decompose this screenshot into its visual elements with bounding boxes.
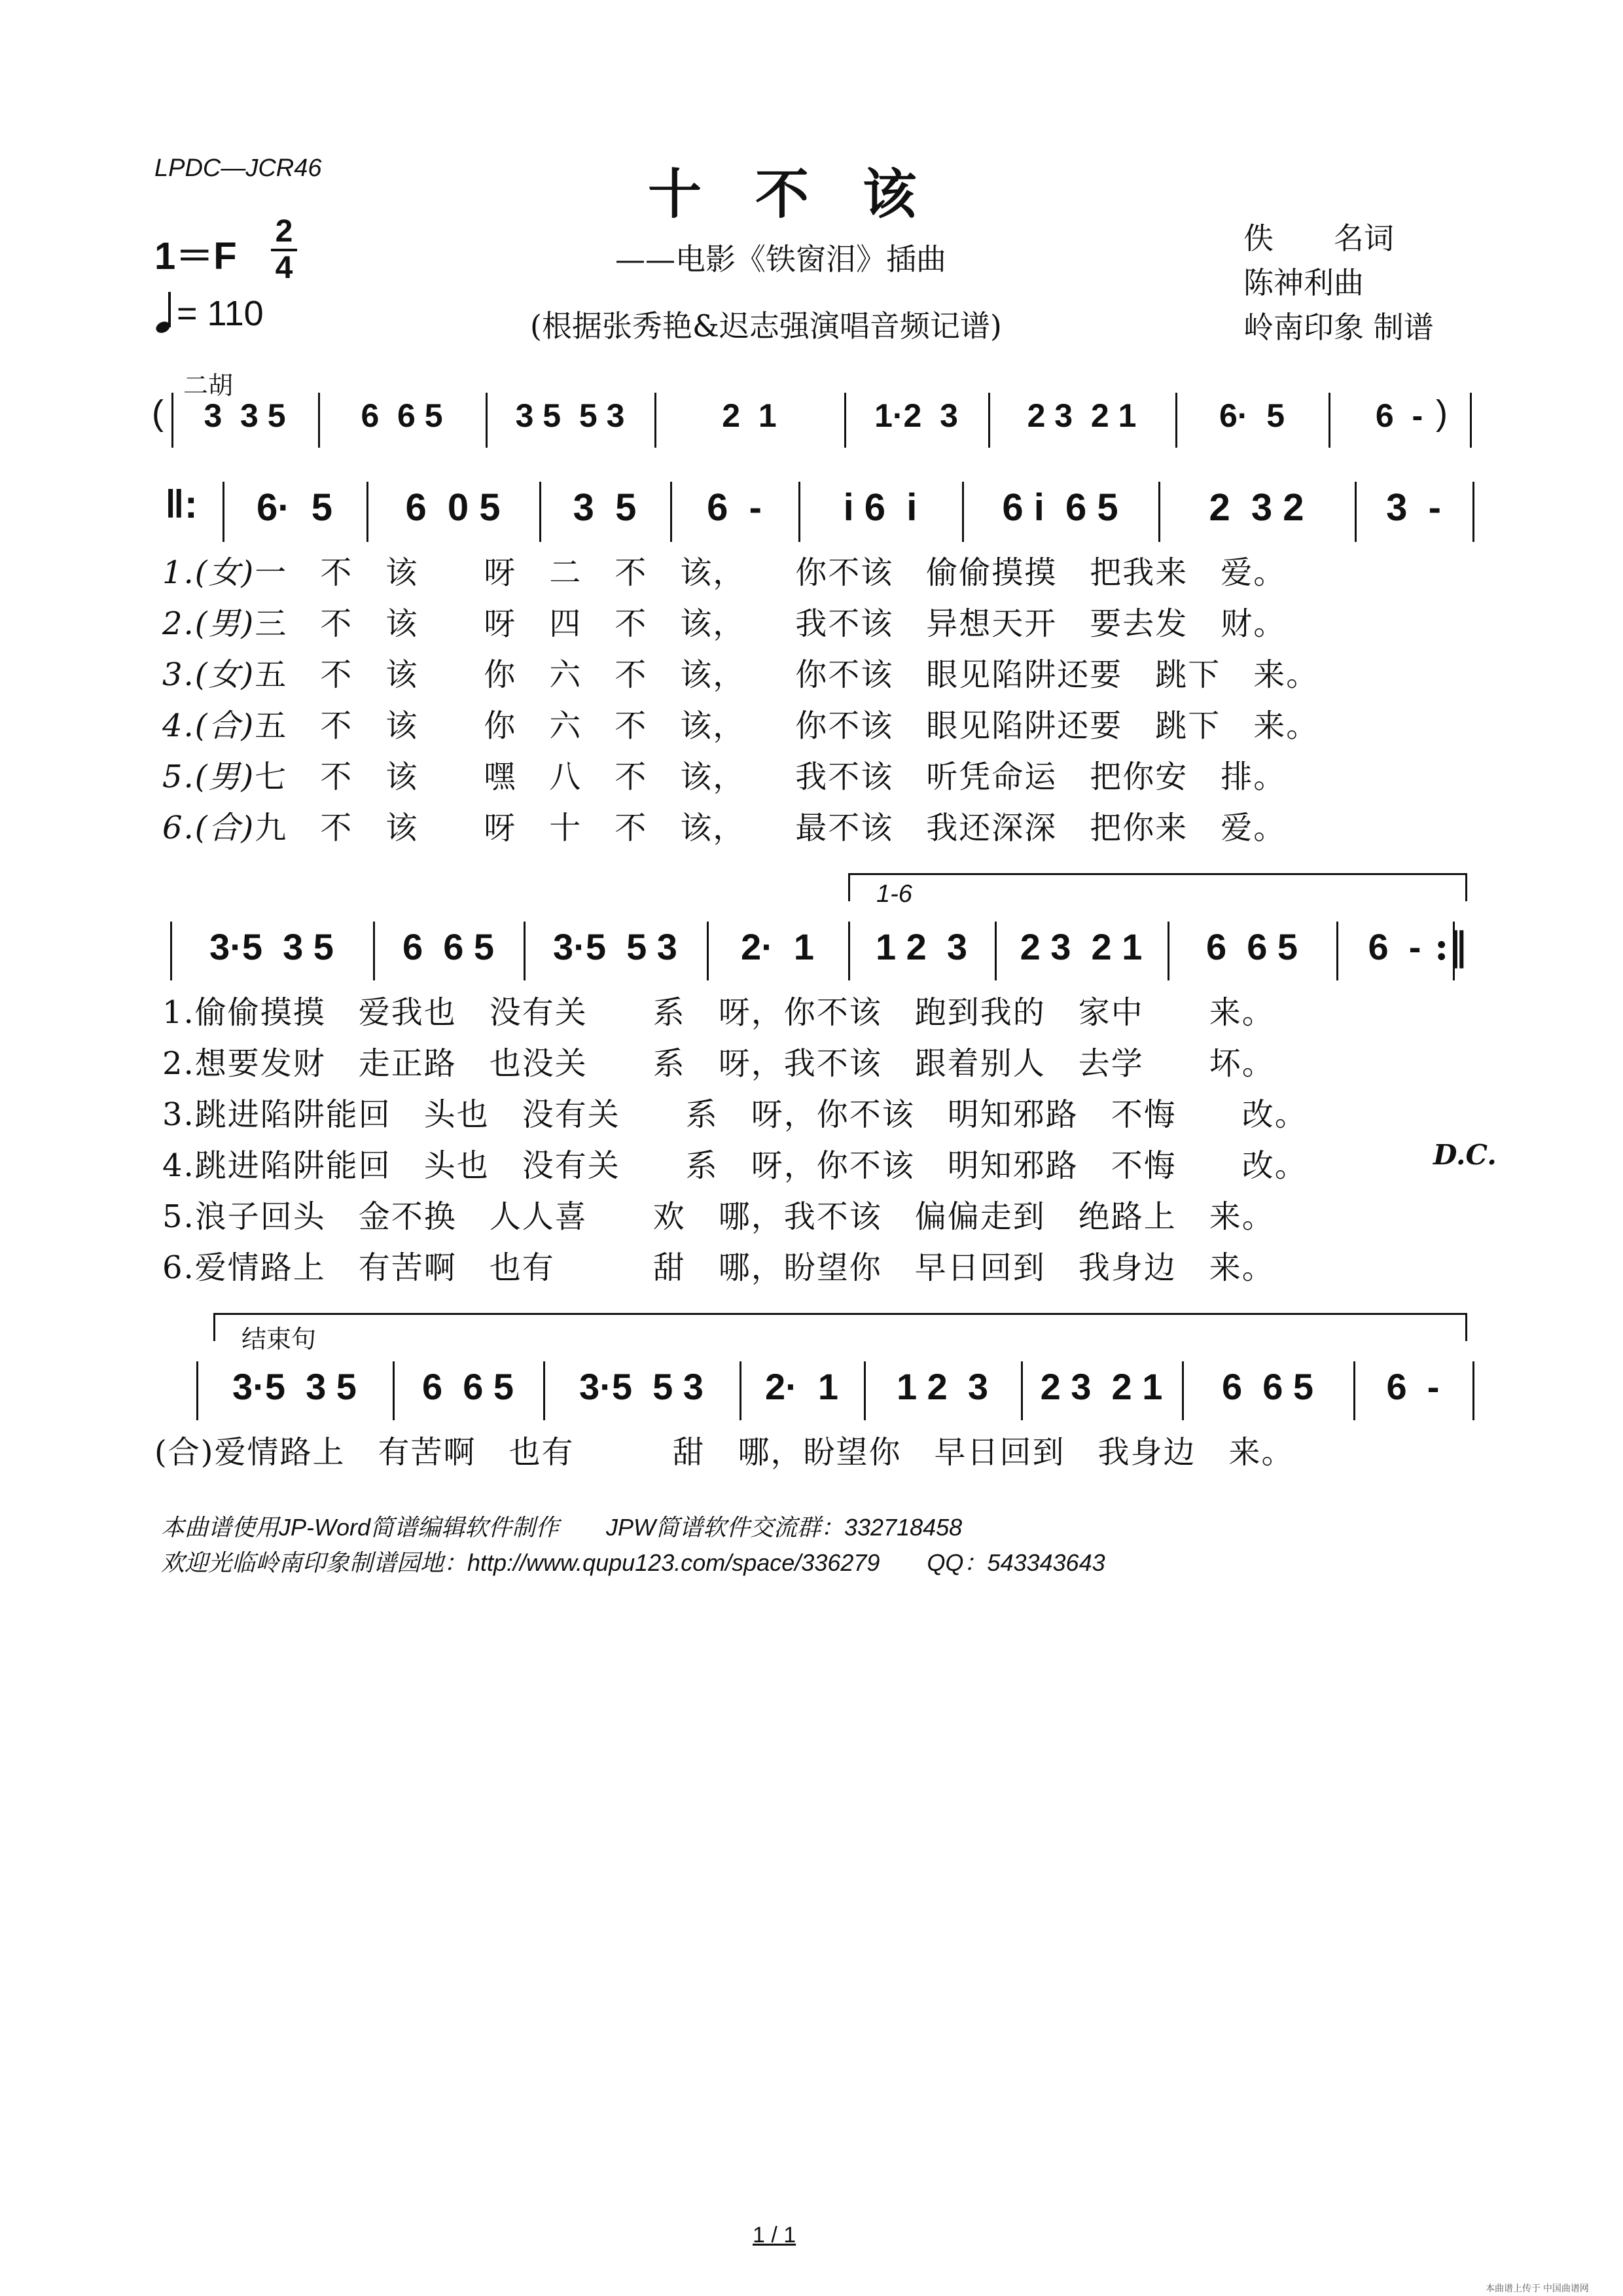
ending-label: 结束句: [241, 1325, 317, 1354]
intro-open-paren: (: [152, 393, 164, 433]
measure: 2 3 2 1: [1020, 926, 1143, 967]
measure: 3·5 5 3: [579, 1366, 704, 1407]
verse-words: 五 不 该 你 六 不 该， 你不该 眼见陷阱还要 跳下 来。: [255, 708, 1319, 744]
lyric-line: 1.偷偷摸摸 爱我也 没有关 系 呀，你不该 跑到我的 家中 来。: [162, 994, 1275, 1031]
tempo-value: = 110: [177, 294, 264, 333]
barline: [1472, 482, 1474, 542]
measure: 6· 5: [1219, 397, 1285, 434]
time-signature: 2 4: [271, 216, 297, 284]
barline: [1158, 482, 1160, 542]
barline: [995, 922, 997, 980]
measure: 3·5 3 5: [232, 1366, 357, 1407]
measure: 1·2 3: [874, 397, 958, 434]
measure: 2· 1: [740, 926, 815, 967]
barline: [223, 482, 224, 542]
measure: 2 1: [722, 397, 777, 434]
measure: 3·5 5 3: [553, 926, 677, 967]
barline: [539, 482, 541, 542]
repeat-start-sign: ‖:: [165, 482, 198, 526]
instrument-label: 二胡: [183, 371, 234, 400]
measure: 6 -: [1368, 926, 1421, 967]
verse-label: 6.(合): [162, 810, 255, 846]
measure: 6 6 5: [402, 926, 495, 967]
measure: 6 -: [1386, 1366, 1440, 1407]
watermark: 本曲谱上传于 中国曲谱网: [1486, 2283, 1589, 2293]
credits: [1243, 216, 1434, 350]
verse-label: 4.(合): [162, 708, 255, 744]
barline: [1168, 922, 1169, 980]
barline: [318, 393, 320, 448]
measure: 3 -: [1386, 486, 1441, 529]
arranger-credit: 岭南印象 制谱: [1243, 310, 1434, 345]
verse-words: 五 不 该 你 六 不 该， 你不该 眼见陷阱还要 跳下 来。: [255, 656, 1319, 693]
key-signature: 1＝F: [154, 235, 237, 278]
verse-words: 一 不 该 呀 二 不 该， 你不该 偷偷摸摸 把我来 爱。: [255, 554, 1287, 591]
lyric-line: 4.跳进陷阱能回 头也 没有关 系 呀，你不该 明知邪路 不悔 改。: [162, 1147, 1308, 1184]
lyricist-credit: 佚 名词: [1243, 221, 1394, 256]
barline: [486, 393, 488, 448]
verse-label: 1.(女): [162, 554, 255, 591]
ending-bracket: [213, 1313, 1467, 1354]
barline: [1329, 393, 1330, 448]
page-number: 1 / 1: [753, 2223, 796, 2248]
measure: 2 3 2 1: [1040, 1366, 1163, 1407]
ending-lyrics: (合)爱情路上 有苦啊 也有 甜 哪，盼望你 早日回到 我身边 来。: [154, 1434, 1294, 1471]
measure: 6· 5: [256, 486, 333, 529]
lyric-line: [162, 649, 1319, 694]
measure: 3·5 3 5: [209, 926, 334, 967]
barline: [366, 482, 368, 542]
lyric-line: 3.跳进陷阱能回 头也 没有关 系 呀，你不该 明知邪路 不悔 改。: [162, 1096, 1308, 1133]
measure: 3 5 5 3: [515, 397, 625, 434]
barline: [670, 482, 672, 542]
page-title: 十 不 该: [648, 163, 917, 226]
barline: [373, 922, 375, 980]
barline: [196, 1361, 198, 1420]
footer-software: 本曲谱使用JP-Word简谱编辑软件制作 JPW简谱软件交流群：332718458: [161, 1514, 963, 1541]
measure: 3 3 5: [204, 397, 286, 434]
barline: [848, 922, 850, 980]
measure: 6 0 5: [405, 486, 501, 529]
lyric-line: 5.浪子回头 金不换 人人喜 欢 哪，我不该 偏偏走到 绝路上 来。: [162, 1198, 1275, 1235]
measure: 6 -: [1375, 397, 1423, 434]
barline: [844, 393, 846, 448]
barline: [171, 393, 173, 448]
barline: [654, 393, 656, 448]
barline: [1021, 1361, 1023, 1420]
measure: 6 6 5: [1221, 1366, 1314, 1407]
lyric-line: [162, 802, 1286, 848]
volta-label: 1-6: [876, 880, 912, 908]
verse-words: 九 不 该 呀 十 不 该， 最不该 我还深深 把你来 爱。: [255, 810, 1287, 846]
barline: [740, 1361, 741, 1420]
measure: 6 6 5: [1205, 926, 1298, 967]
verse-words: 七 不 该 嘿 八 不 该， 我不该 听凭命运 把你安 排。: [255, 759, 1287, 795]
measure: 6 6 5: [361, 397, 443, 434]
measure: 1 2 3: [875, 926, 968, 967]
barline: [1336, 922, 1338, 980]
barline: [707, 922, 709, 980]
lyric-line: [162, 598, 1286, 643]
verse-label: 5.(男): [162, 759, 255, 795]
barline: [988, 393, 990, 448]
barline: [1472, 1361, 1474, 1420]
barline: [798, 482, 800, 542]
measure: 2 3 2 1: [1027, 397, 1137, 434]
dc-marking: D.C.: [1433, 1139, 1497, 1171]
subtitle: ——电影《铁窗泪》插曲: [615, 242, 946, 277]
barline: [1470, 393, 1472, 448]
barline: [962, 482, 964, 542]
barline: [1182, 1361, 1184, 1420]
lyric-line: [162, 700, 1319, 745]
verse-words: 三 不 该 呀 四 不 该， 我不该 异想天开 要去发 财。: [255, 605, 1287, 642]
lyric-line: 6.爱情路上 有苦啊 也有 甜 哪，盼望你 早日回到 我身边 来。: [162, 1249, 1275, 1286]
verse-label: 2.(男): [162, 605, 255, 642]
measure: 2· 1: [764, 1366, 839, 1407]
measure: 2 3 2: [1209, 486, 1304, 529]
lyric-line: 2.想要发财 走正路 也没关 系 呀，我不该 跟着别人 去学 坏。: [162, 1045, 1275, 1082]
volta-bracket: [848, 873, 1467, 908]
measure: 1 2 3: [896, 1366, 989, 1407]
barline: [864, 1361, 866, 1420]
composer-credit: 陈神利曲: [1243, 265, 1364, 300]
barline: [1175, 393, 1177, 448]
footer-website: 欢迎光临岭南印象制谱园地：http://www.qupu123.com/space/336279 QQ：543343643: [161, 1549, 1105, 1576]
repeat-end-sign: :‖: [1435, 924, 1468, 969]
measure: i 6 i: [843, 486, 918, 529]
measure: 6 -: [707, 486, 762, 529]
lyric-line: [162, 547, 1286, 592]
barline: [543, 1361, 545, 1420]
intro-close-paren: ): [1436, 393, 1448, 433]
lyric-line: [162, 751, 1286, 797]
barline: [170, 922, 172, 980]
measure: 3 5: [573, 486, 637, 529]
measure: 6 6 5: [421, 1366, 514, 1407]
measure: 6 i 6 5: [1002, 486, 1118, 529]
barline: [524, 922, 526, 980]
barline: [393, 1361, 395, 1420]
barline: [1355, 482, 1357, 542]
score-code: LPDC—JCR46: [154, 154, 322, 182]
barline: [1353, 1361, 1355, 1420]
verse-label: 3.(女): [162, 656, 255, 693]
source-note: (根据张秀艳&迟志强演唱音频记谱): [530, 308, 1002, 344]
